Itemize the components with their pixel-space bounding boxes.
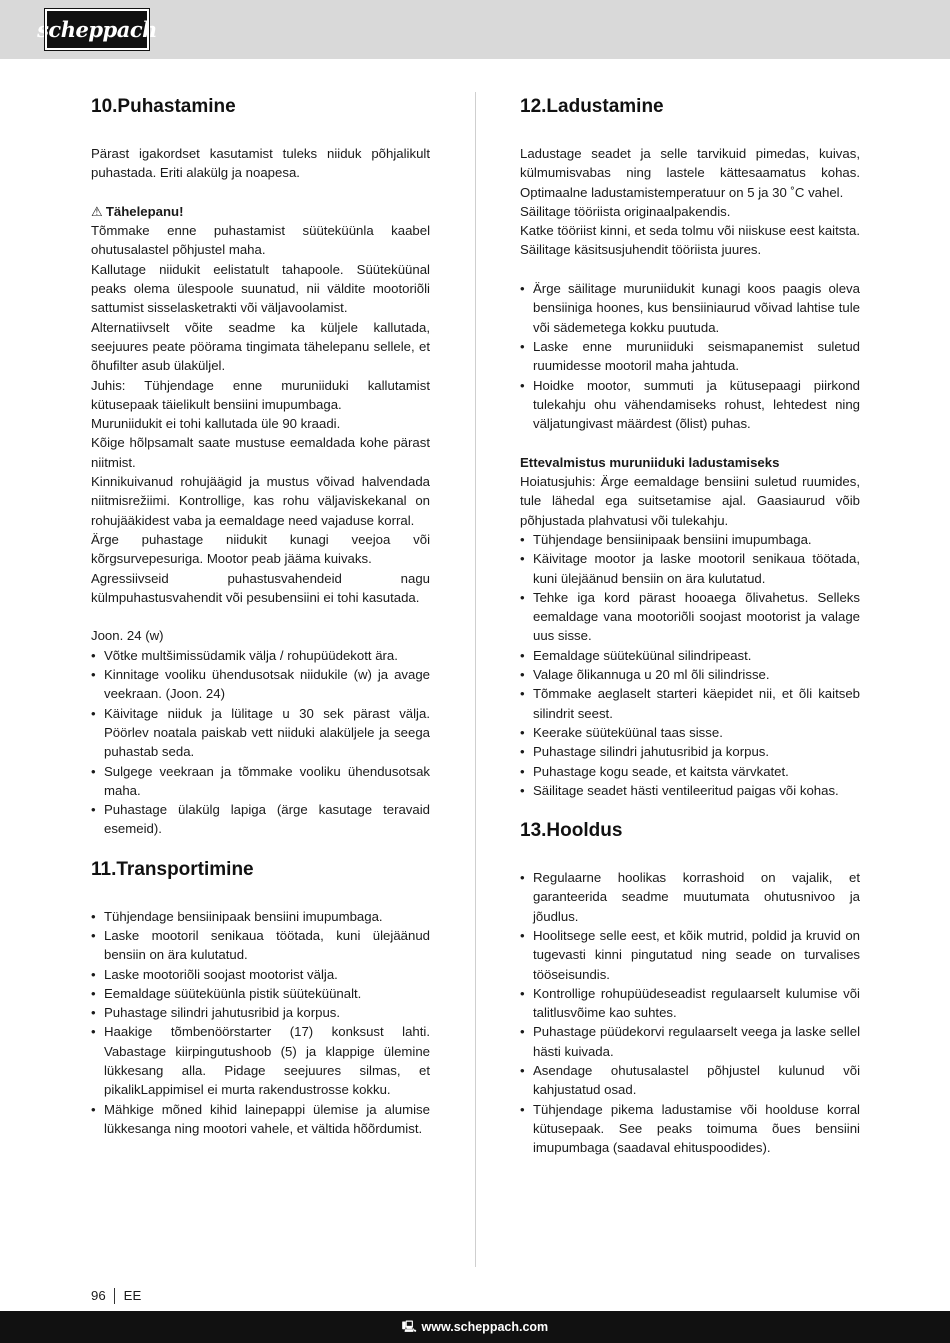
- warning-triangle-icon: ⚠: [91, 203, 103, 219]
- intro-paragraph: Pärast igakordset kasutamist tuleks niiduk põhjalikult puhastada. Eriti alakülg ja noapesa.: [91, 146, 430, 181]
- list-item: • Võtke multšimissüdamik välja / rohupüüdekott ära.: [91, 646, 430, 665]
- page-number: 96: [91, 1288, 106, 1303]
- paragraph: Ladustage seadet ja selle tarvikuid pimedas, kuivas, külmumisvabas ning lastele kättesaamatus kohas. Optimaalne ladustamistemperatuur on 5 ja 30 ˚C vahel.: [520, 146, 860, 200]
- list-item: • Tühjendage pikema ladustamise või hoolduse korral kütusepaak. See peaks toimuma õues bensiini imupumbaga (saadaval ehituspoodides).: [520, 1100, 860, 1158]
- list-item: • Laske enne muruniiduki seismapanemist suletud ruumidesse mootoril maha jahtuda.: [520, 337, 860, 376]
- list-item: • Eemaldage süüteküünla pistik süüteküünalt.: [91, 984, 430, 1003]
- section-12-heading: [520, 92, 860, 122]
- warning-heading: [91, 202, 430, 221]
- paragraph: Kinnikuivanud rohujäägid ja mustus võivad halvendada niitmisrežiimi. Kontrollige, kas rohu väljaviskekanal on rohujääkidest vaba ja eemaldage need vajaduse korral.: [91, 474, 430, 528]
- storage-prep-list: [520, 530, 860, 800]
- section-number: 11.: [91, 858, 117, 880]
- list-item: • Asendage ohutusalastel põhjustel kulunud või kahjustatud osad.: [520, 1061, 860, 1100]
- list-item: • Mähkige mõned kihid lainepappi ülemise ja alumise lükkesanga ning mootori vahele, et vältida hõõrdumist.: [91, 1100, 430, 1139]
- monitor-icon: 🖳: [401, 1320, 417, 1333]
- subsection-heading: Ettevalmistus muruniiduki ladustamiseks: [520, 454, 780, 470]
- storage-rules-list: [520, 279, 860, 433]
- list-item: • Hoidke mootor, summuti ja kütusepaagi piirkond tulekahju ohu vähendamiseks rohust, lehtedest ning väljatungivast määrdest (õlist) puhas.: [520, 376, 860, 434]
- list-item: • Laske mootoriõli soojast mootorist välja.: [91, 965, 430, 984]
- section-number: 13.: [520, 820, 547, 842]
- left-column: [91, 92, 430, 1138]
- list-item: • Kontrollige rohupüüdeseadist regulaarselt kulumise või talitlusvõime kao suhtes.: [520, 984, 860, 1023]
- section-13-heading: [520, 816, 860, 846]
- list-item: • Haakige tõmbenöörstarter (17) konksust lahti. Vabastage kiirpingutushoob (5) ja klappige ülemine lükkesang alla. Pidage seejuures silmas, et pikalikLappimisel ei murta rakendustrosse kokku.: [91, 1022, 430, 1099]
- list-item: • Käivitage mootor ja laske mootoril senikaua töötada, kuni ülejäänud bensiin on ära kulutatud.: [520, 549, 860, 588]
- paragraph: Kõige hõlpsamalt saate mustuse eemaldada kohe pärast niitmist.: [91, 435, 430, 470]
- list-item: • Säilitage seadet hästi ventileeritud paigas või kohas.: [520, 781, 860, 800]
- list-item: • Tühjendage bensiinipaak bensiini imupumbaga.: [91, 907, 430, 926]
- right-column: [520, 92, 860, 1158]
- section-title: Ladustamine: [546, 96, 664, 117]
- section-number: 12.: [520, 96, 547, 117]
- list-item: • Puhastage silindri jahutusribid ja korpus.: [520, 742, 860, 761]
- column-divider: [475, 92, 476, 1267]
- list-item: • Eemaldage süüteküünal silindripeast.: [520, 646, 860, 665]
- scheppach-logo: [37, 9, 157, 50]
- list-item: • Sulgege veekraan ja tõmmake vooliku ühendusotsak maha.: [91, 762, 430, 801]
- list-item: • Tehke iga kord pärast hooaega õlivahetus. Selleks eemaldage vana mootoriõli soojast mootorist ja valage uus sisse.: [520, 588, 860, 646]
- paragraph: Muruniidukit ei tohi kallutada üle 90 kraadi.: [91, 416, 341, 432]
- list-item: • Kinnitage vooliku ühendusotsak niidukile (w) ja avage veekraan. (Joon. 24): [91, 665, 430, 704]
- section-11-heading: [91, 855, 430, 885]
- list-item: • Puhastage püüdekorvi regulaarselt veega ja laske sellel hästi kuivada.: [520, 1022, 860, 1061]
- section-10-heading: [91, 92, 430, 122]
- paragraph: Katke tööriist kinni, et seda tolmu või niiskuse eest kaitsta. Säilitage käsitsusjuhendit tööriista juures.: [520, 223, 860, 258]
- page-footer: [91, 1287, 141, 1305]
- paragraph: Ärge puhastage niidukit kunagi veejoa või kõrgsurvepesuriga. Mootor peab jääma kuivaks.: [91, 531, 430, 567]
- list-item: • Puhastage silindri jahutusribid ja korpus.: [91, 1003, 430, 1022]
- section-title: Hooldus: [546, 820, 623, 842]
- paragraph: Agressiivseid puhastusvahendeid nagu külmpuhastusvahendit või pesubensiini ei tohi kasutada.: [91, 570, 430, 605]
- logo-text: scheppach: [37, 17, 157, 42]
- figure-reference: Joon. 24 (w): [91, 628, 164, 644]
- maintenance-list: [520, 868, 860, 1157]
- paragraph: Säilitage tööriista originaalpakendis.: [520, 203, 731, 219]
- list-item: • Keerake süüteküünal taas sisse.: [520, 723, 860, 742]
- section-title: Transportimine: [116, 858, 254, 880]
- paragraph: Kallutage niidukit eelistatult tahapoole. Süüteküünal peaks olema ülespoole suunatud, nii väldite mootoriõli sattumist sisselasketrakti või väljavoolamist.: [91, 261, 430, 316]
- cleaning-steps-list: [91, 646, 430, 839]
- list-item: • Tõmmake aeglaselt starteri käepidet nii, et õli kaitseb silindrit seest.: [520, 684, 860, 723]
- list-item: • Ärge säilitage muruniidukit kunagi koos paagis oleva bensiiniga hoones, kus bensiiniaurud võivad lahtise tule või sädemetega kokku puutuda.: [520, 279, 860, 337]
- section-number: 10.: [91, 96, 118, 117]
- paragraph: Tõmmake enne puhastamist süüteküünla kaabel ohutusalastel põhjustel maha.: [91, 223, 430, 258]
- warning-title: Tähelepanu!: [105, 203, 184, 219]
- list-item: • Puhastage kogu seade, et kaitsta värvkatet.: [520, 762, 860, 781]
- paragraph: Juhis: Tühjendage enne muruniiduki kallutamist kütusepaak täielikult bensiini imupumbaga.: [91, 377, 430, 412]
- section-title: Puhastamine: [117, 96, 236, 117]
- list-item: • Tühjendage bensiinipaak bensiini imupumbaga.: [520, 530, 860, 549]
- footer-separator: [114, 1288, 115, 1304]
- list-item: • Valage õlikannuga u 20 ml õli silindrisse.: [520, 665, 860, 684]
- list-item: • Laske mootoril senikaua töötada, kuni ülejäänud bensiin on ära kulutatud.: [91, 926, 430, 965]
- list-item: • Käivitage niiduk ja lülitage u 30 sek pärast välja. Pöörlev noatala paiskab vett niiduki alaküljele ja seega puhastab seda.: [91, 704, 430, 762]
- paragraph: Hoiatusjuhis: Ärge eemaldage bensiini suletud ruumides, tule lähedal ega suitsetamise ajal. Gaasiaurud võib põhjustada plahvatusi või tulekahju.: [520, 474, 860, 528]
- transport-steps-list: [91, 907, 430, 1139]
- website-link[interactable]: www.scheppach.com: [421, 1320, 549, 1334]
- list-item: • Regulaarne hoolikas korrashoid on vajalik, et garanteerida seadme muutumata ohutusnivoo ja jõudlus.: [520, 868, 860, 926]
- paragraph: Alternatiivselt võite seadme ka küljele kallutada, seejuures peate pöörama tingimata tähelepanu sellele, et õhufilter asub ülaküljel.: [91, 319, 430, 374]
- list-item: • Hoolitsege selle eest, et kõik mutrid, poldid ja kruvid on tugevasti kinni pingutatud ning seade on turvalises tööseisundis.: [520, 926, 860, 984]
- footer-bar: [0, 1311, 950, 1343]
- list-item: • Puhastage ülakülg lapiga (ärge kasutage teravaid esemeid).: [91, 800, 430, 839]
- language-code: EE: [123, 1288, 142, 1303]
